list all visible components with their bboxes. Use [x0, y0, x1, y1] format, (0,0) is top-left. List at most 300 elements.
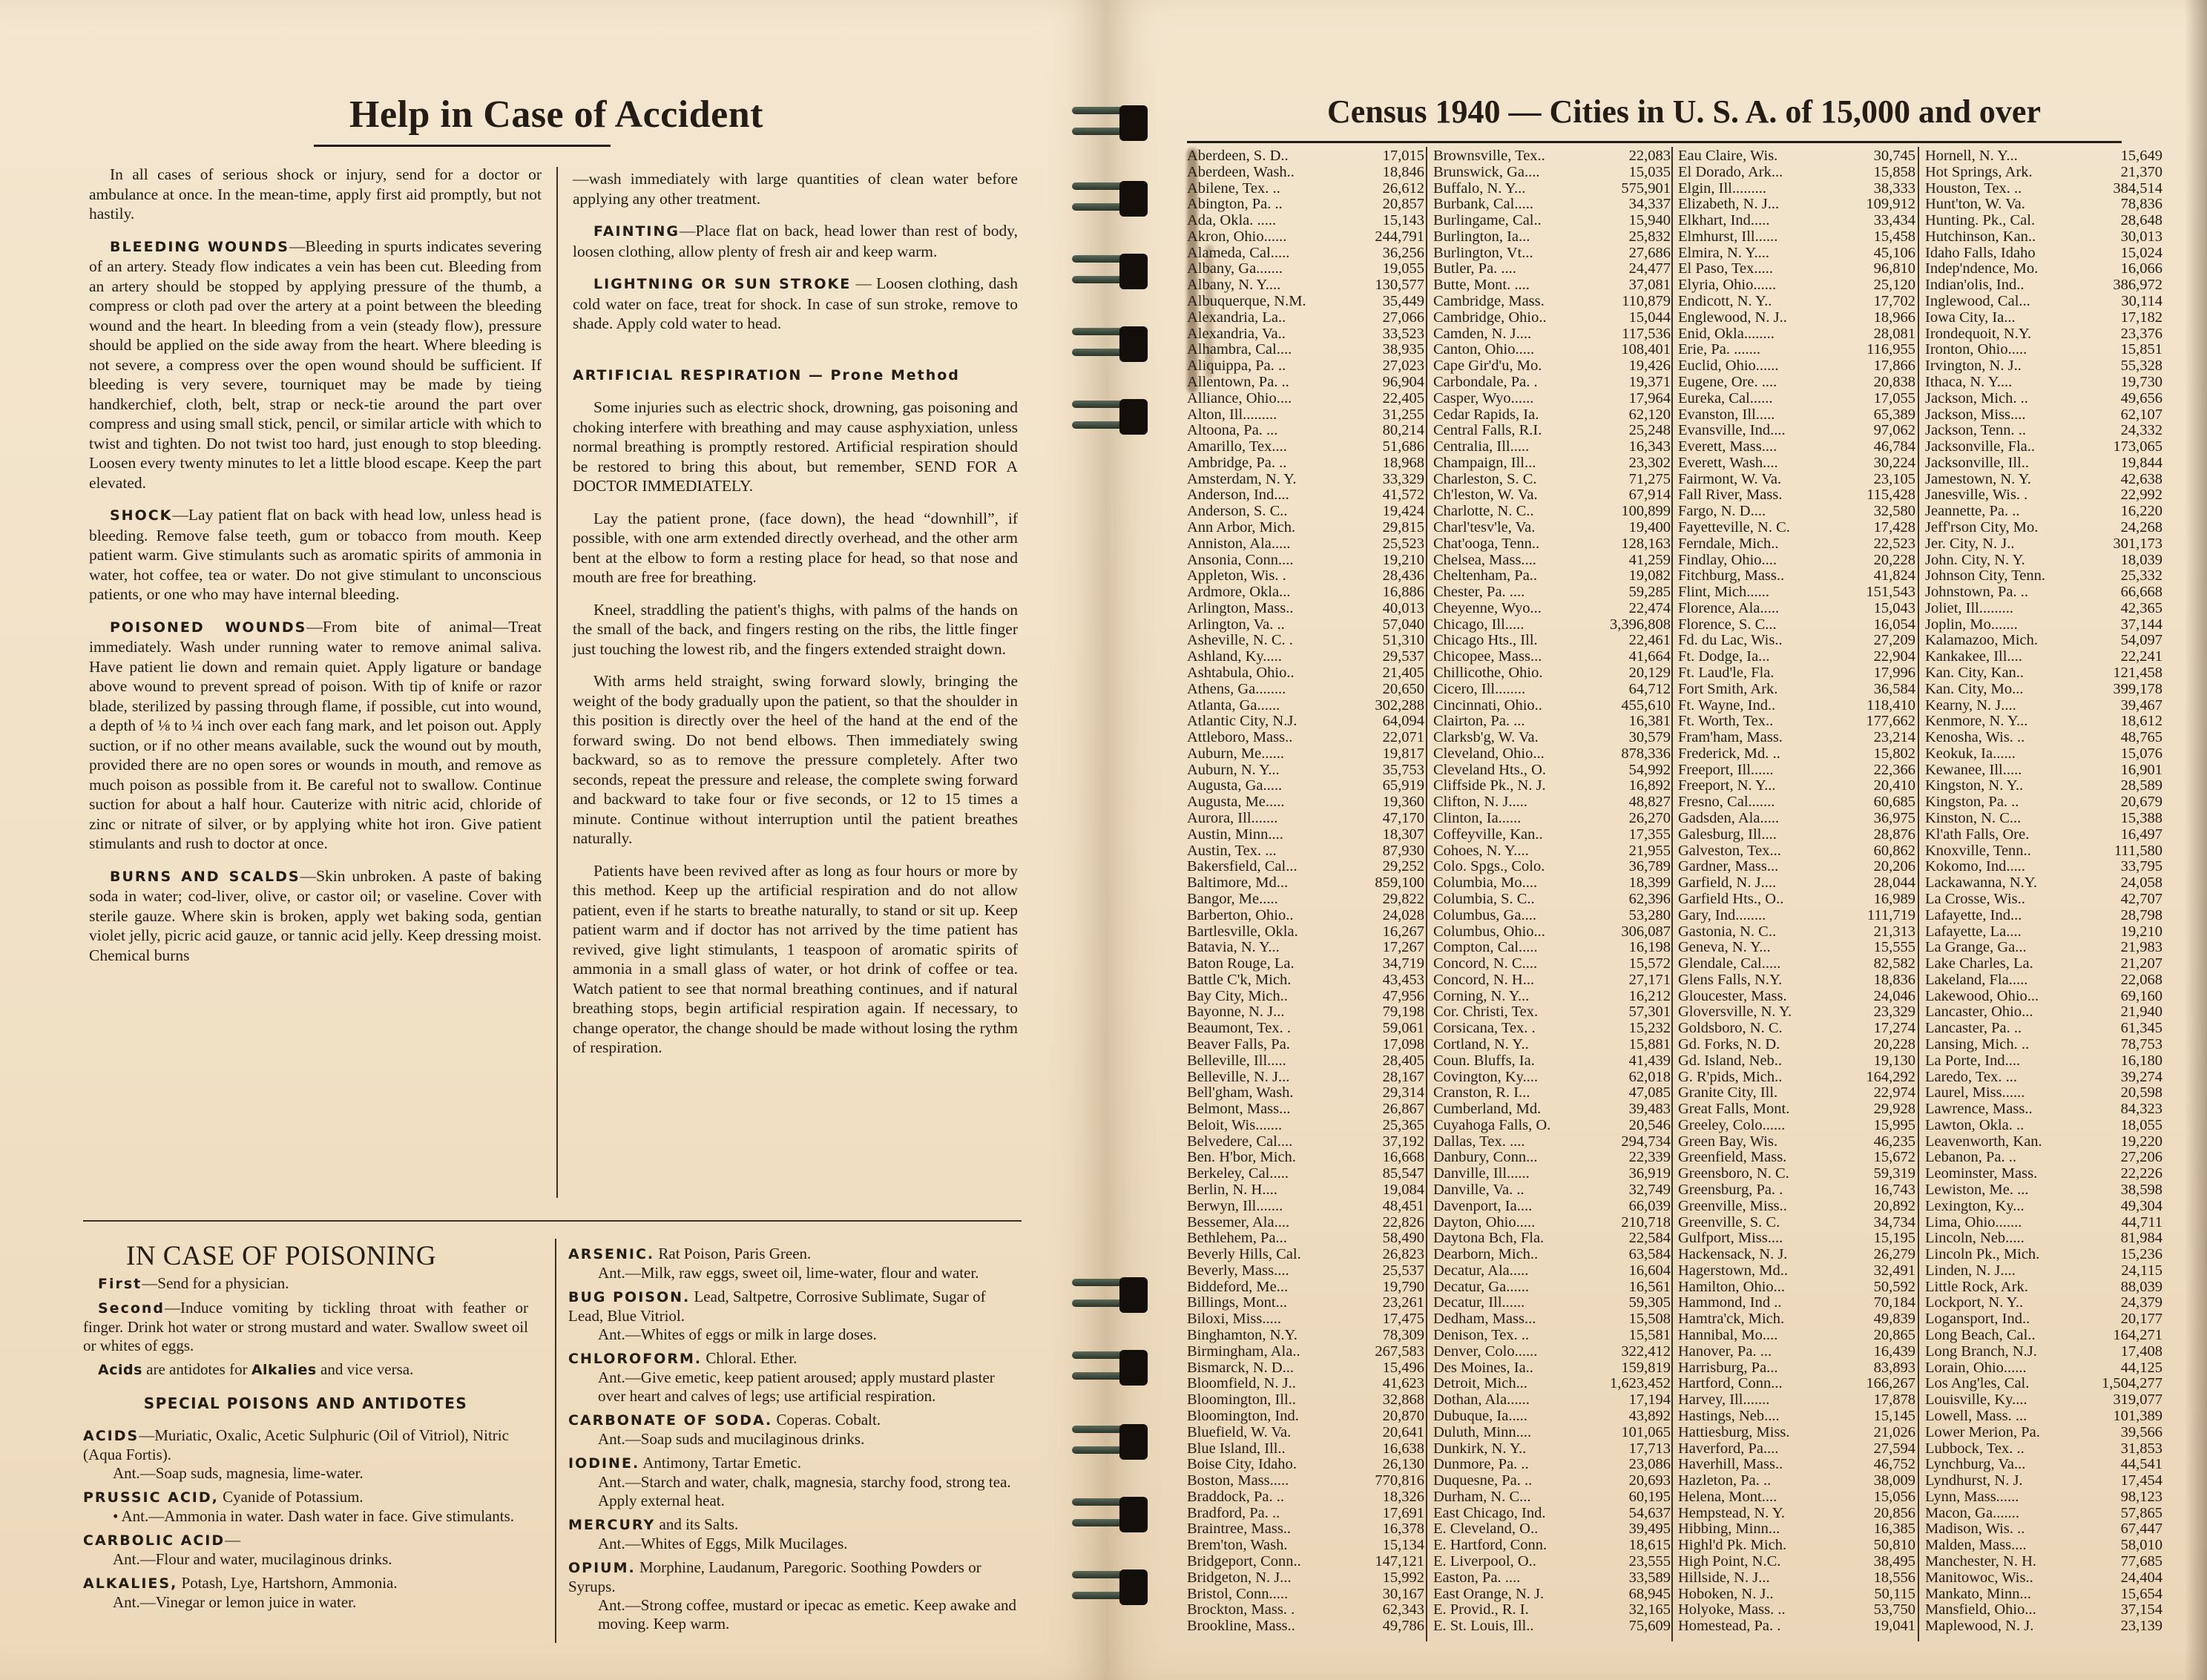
population-value: 44,711: [2121, 1213, 2162, 1231]
population-value: 20,228: [1873, 551, 1915, 568]
city-name: Belleville, Ill.....: [1187, 1053, 1286, 1069]
city-name: Evanston, Ill.....: [1678, 406, 1775, 423]
census-row: [1433, 1231, 1671, 1247]
census-row: [1925, 908, 2162, 924]
city-name: Burbank, Cal.....: [1433, 197, 1533, 213]
population-value: 37,192: [1382, 1133, 1424, 1150]
census-row: [1678, 665, 1915, 682]
city-name: Bloomington, Ind.: [1187, 1408, 1299, 1424]
population-value: 17,194: [1628, 1391, 1671, 1409]
city-name: Cheltenham, Pa..: [1433, 568, 1538, 584]
census-row: [1678, 1473, 1915, 1489]
census-row: [1678, 1376, 1915, 1392]
census-row: [1187, 1602, 1424, 1618]
population-value: 17,182: [2120, 309, 2162, 326]
city-name: Gary, Ind........: [1678, 907, 1766, 923]
population-value: 29,928: [1873, 1101, 1915, 1118]
city-name: Casper, Wyo......: [1433, 390, 1534, 406]
census-row: [1678, 1279, 1915, 1296]
census-row: [1187, 504, 1424, 520]
census-row: [1925, 1441, 2162, 1457]
city-name: Houston, Tex. ..: [1925, 180, 2022, 197]
census-row: [1187, 811, 1424, 827]
population-value: 28,876: [1873, 826, 1915, 843]
census-row: [1433, 1409, 1671, 1425]
population-value: 17,428: [1873, 518, 1915, 536]
population-value: 79,198: [1382, 1004, 1424, 1021]
census-row: [1678, 520, 1915, 536]
census-row: [1925, 1538, 2162, 1554]
city-name: Lincoln Pk., Mich.: [1925, 1247, 2040, 1263]
population-value: 15,458: [1873, 228, 1915, 245]
census-row: [1925, 553, 2162, 569]
population-value: 118,410: [1866, 696, 1915, 714]
spiral-ring-icon: [1072, 179, 1146, 218]
population-value: 15,076: [2120, 745, 2162, 762]
population-value: 36,789: [1628, 858, 1671, 875]
census-row: [1187, 246, 1424, 262]
city-name: Barberton, Ohio..: [1187, 907, 1294, 923]
census-row: [1187, 181, 1424, 197]
city-name: Manchester, N. H.: [1925, 1553, 2037, 1569]
population-value: 18,966: [1873, 309, 1915, 326]
population-value: 60,862: [1873, 842, 1915, 859]
census-row: [1925, 633, 2162, 649]
population-value: 21,405: [1382, 665, 1424, 681]
census-column-2: [1433, 148, 1671, 1635]
city-name: Davenport, Ia....: [1433, 1198, 1533, 1214]
population-value: 384,514: [2113, 179, 2162, 197]
city-name: Maplewood, N. J.: [1925, 1618, 2034, 1635]
city-name: Cranston, R. I...: [1433, 1085, 1530, 1101]
city-name: Hillside, N. J...: [1678, 1569, 1770, 1586]
city-name: Kingston, N. Y..: [1925, 778, 2024, 794]
census-row: [1187, 294, 1424, 310]
census-row: [1678, 1263, 1915, 1279]
census-row: [1433, 584, 1671, 601]
census-row: [1678, 940, 1915, 956]
population-value: 35,753: [1382, 761, 1424, 778]
population-value: 96,904: [1382, 373, 1424, 390]
city-name: Battle C'k, Mich.: [1187, 972, 1292, 988]
census-row: [1187, 1021, 1424, 1037]
population-value: 36,975: [1873, 810, 1915, 827]
city-name: Greeley, Colo......: [1678, 1117, 1786, 1133]
census-row: [1678, 391, 1915, 407]
city-name: Butler, Pa. ....: [1433, 261, 1516, 277]
population-value: 53,750: [1873, 1601, 1915, 1618]
city-name: Inglewood, Cal...: [1925, 294, 2030, 310]
population-value: 16,497: [2120, 826, 2162, 843]
population-value: 151,543: [1866, 584, 1915, 601]
city-name: Biloxi, Miss.....: [1187, 1311, 1282, 1328]
census-row: [1187, 1085, 1424, 1101]
census-row: [1925, 1295, 2162, 1311]
census-row: [1433, 472, 1671, 488]
census-title-underline: [1187, 141, 2122, 143]
population-value: 39,467: [2120, 696, 2162, 714]
population-value: 17,713: [1628, 1440, 1671, 1457]
census-row: [1678, 633, 1915, 649]
city-name: Kankakee, Ill....: [1925, 649, 2022, 665]
population-value: 29,537: [1382, 648, 1424, 665]
population-value: 38,009: [1873, 1472, 1915, 1489]
population-value: 18,556: [1873, 1569, 1915, 1586]
population-value: 28,589: [2120, 777, 2162, 794]
population-value: 42,638: [2120, 470, 2162, 487]
poisoning-title: IN CASE OF POISONING: [126, 1241, 437, 1271]
population-value: 19,220: [2120, 1133, 2162, 1150]
city-name: Cortland, N. Y..: [1433, 1036, 1529, 1053]
census-row: [1678, 875, 1915, 892]
census-row: [1925, 730, 2162, 746]
population-value: 16,668: [1382, 1149, 1424, 1166]
census-row: [1925, 1166, 2162, 1182]
title-underline: [314, 145, 611, 147]
poison-entry-prussic-acid: PRUSSIC ACID, Cyanide of Potassium. • Ant.—Ammonia in water. Dash water in face. Give stimulants.: [83, 1488, 514, 1525]
census-row: [1925, 310, 2162, 326]
population-value: 43,453: [1382, 971, 1424, 988]
city-name: Eugene, Ore. ....: [1678, 374, 1777, 390]
census-row: [1678, 714, 1915, 730]
poison-entry-bug-poison: BUG POISON. Lead, Saltpetre, Corrosive Sublimate, Sugar of Lead, Blue Vitriol. Ant.—Whites of eggs or milk in large doses.: [568, 1288, 986, 1343]
population-value: 20,546: [1628, 1116, 1671, 1133]
population-value: 121,458: [2113, 665, 2162, 681]
city-name: East Orange, N. J.: [1433, 1586, 1545, 1602]
census-row: [1433, 811, 1671, 827]
city-name: Haverhill, Mass..: [1678, 1457, 1783, 1473]
census-row: [1925, 859, 2162, 875]
population-value: 15,572: [1628, 955, 1671, 972]
census-row: [1678, 294, 1915, 310]
city-name: Gd. Forks, N. D.: [1678, 1036, 1780, 1053]
population-value: 16,892: [1628, 777, 1671, 794]
census-row: [1187, 908, 1424, 924]
city-name: Manitowoc, Wis..: [1925, 1569, 2033, 1586]
city-name: Asheville, N. C. .: [1187, 633, 1293, 649]
population-value: 57,865: [2120, 1504, 2162, 1521]
census-row: [1925, 1182, 2162, 1199]
population-value: 20,865: [1873, 1327, 1915, 1344]
city-name: Dunkirk, N. Y..: [1433, 1440, 1527, 1457]
city-name: Lansing, Mich. ..: [1925, 1036, 2030, 1053]
city-name: Harvey, Ill.......: [1678, 1392, 1770, 1409]
population-value: 15,035: [1628, 163, 1671, 180]
census-row: [1433, 1295, 1671, 1311]
census-row: [1433, 1618, 1671, 1635]
city-name: Attleboro, Mass..: [1187, 730, 1293, 746]
population-value: 40,013: [1382, 599, 1424, 616]
population-value: 62,018: [1628, 1068, 1671, 1085]
city-name: Boston, Mass.....: [1187, 1473, 1289, 1489]
city-name: Duluth, Minn....: [1433, 1424, 1532, 1440]
census-row: [1678, 536, 1915, 553]
city-name: Evansville, Ind....: [1678, 423, 1786, 439]
city-name: East Chicago, Ind.: [1433, 1505, 1546, 1521]
census-row: [1925, 1231, 2162, 1247]
city-name: Kl'ath Falls, Ore.: [1925, 826, 2030, 843]
population-value: 62,107: [2120, 406, 2162, 423]
population-value: 22,992: [2120, 487, 2162, 504]
census-row: [1433, 213, 1671, 229]
census-row: [1187, 1392, 1424, 1409]
population-value: 20,206: [1873, 858, 1915, 875]
city-name: Logansport, Ind..: [1925, 1311, 2030, 1328]
census-row: [1925, 342, 2162, 358]
census-row: [1433, 407, 1671, 424]
census-row: [1187, 649, 1424, 665]
population-value: 47,085: [1628, 1084, 1671, 1101]
census-row: [1433, 1489, 1671, 1506]
population-value: 22,523: [1873, 535, 1915, 552]
census-row: [1433, 1587, 1671, 1603]
city-name: Irvington, N. J..: [1925, 358, 2022, 375]
census-row: [1187, 1295, 1424, 1311]
census-row: [1678, 972, 1915, 989]
census-row: [1433, 261, 1671, 277]
census-row: [1187, 1409, 1424, 1425]
census-row: [1925, 391, 2162, 407]
city-name: Kan. City, Mo...: [1925, 681, 2024, 697]
census-row: [1433, 924, 1671, 941]
city-name: Columbus, Ga....: [1433, 907, 1536, 923]
city-name: Linden, N. J....: [1925, 1262, 2016, 1279]
city-name: Beverly Hills, Cal.: [1187, 1247, 1301, 1263]
census-row: [1433, 165, 1671, 181]
population-value: 147,121: [1375, 1552, 1424, 1569]
population-value: 18,615: [1628, 1537, 1671, 1554]
population-value: 42,365: [2120, 599, 2162, 616]
city-name: Danville, Ill......: [1433, 1166, 1530, 1182]
population-value: 33,329: [1382, 470, 1424, 487]
census-row: [1678, 1602, 1915, 1618]
city-name: Lancaster, Ohio...: [1925, 1004, 2033, 1021]
spiral-ring-icon: [1072, 104, 1146, 142]
population-value: 41,623: [1382, 1375, 1424, 1392]
city-name: Lake Charles, La.: [1925, 956, 2033, 972]
population-value: 59,061: [1382, 1020, 1424, 1037]
census-row: [1925, 1360, 2162, 1377]
population-value: 61,345: [2120, 1020, 2162, 1037]
population-value: 20,838: [1873, 373, 1915, 390]
population-value: 19,055: [1382, 260, 1424, 277]
population-value: 23,329: [1873, 1004, 1915, 1021]
census-row: [1187, 1360, 1424, 1377]
population-value: 23,214: [1873, 729, 1915, 746]
city-name: Bridgeport, Conn..: [1187, 1553, 1301, 1569]
census-row: [1433, 520, 1671, 536]
population-value: 17,055: [1873, 389, 1915, 406]
population-value: 48,827: [1628, 794, 1671, 811]
city-name: Lawrence, Mass..: [1925, 1101, 2033, 1118]
population-value: 16,378: [1382, 1521, 1424, 1538]
census-row: [1925, 1199, 2162, 1215]
city-name: Belvedere, Cal....: [1187, 1133, 1293, 1150]
population-value: 15,044: [1628, 309, 1671, 326]
city-name: Jacksonville, Fla..: [1925, 439, 2036, 455]
population-value: 18,399: [1628, 874, 1671, 892]
census-row: [1678, 908, 1915, 924]
population-value: 21,207: [2120, 955, 2162, 972]
city-name: Long Branch, N.J.: [1925, 1343, 2037, 1360]
chemical-burns-continuation: —wash immediately with large quantities of clean water before applying any other treatment.: [573, 170, 1018, 208]
city-name: Kewanee, Ill.....: [1925, 762, 2022, 778]
census-row: [1678, 1070, 1915, 1086]
population-value: 16,886: [1382, 584, 1424, 601]
census-row: [1678, 181, 1915, 197]
census-row: [1925, 827, 2162, 843]
census-row: [1187, 1263, 1424, 1279]
census-row: [1433, 277, 1671, 294]
city-name: Braintree, Mass..: [1187, 1521, 1292, 1538]
population-value: 117,536: [1622, 325, 1671, 342]
population-value: 20,228: [1873, 1035, 1915, 1053]
population-value: 19,371: [1628, 373, 1671, 390]
census-row: [1925, 924, 2162, 941]
population-value: 15,581: [1628, 1327, 1671, 1344]
population-value: 59,305: [1628, 1294, 1671, 1311]
population-value: 878,336: [1621, 745, 1671, 762]
city-name: Freeport, N. Y...: [1678, 778, 1776, 794]
census-row: [1433, 375, 1671, 391]
census-row: [1678, 229, 1915, 246]
city-name: Elizabeth, N. J...: [1678, 197, 1780, 213]
census-row: [1187, 536, 1424, 553]
population-value: 62,343: [1382, 1601, 1424, 1618]
census-row: [1433, 246, 1671, 262]
population-value: 46,784: [1873, 438, 1915, 455]
city-name: Amsterdam, N. Y.: [1187, 471, 1297, 487]
population-value: 18,326: [1382, 1488, 1424, 1505]
census-row: [1187, 1618, 1424, 1635]
population-value: 18,612: [2120, 713, 2162, 730]
city-name: Burlingame, Cal..: [1433, 213, 1542, 229]
city-name: Lincoln, Neb.....: [1925, 1231, 2025, 1247]
census-row: [1433, 762, 1671, 779]
population-value: 23,105: [1873, 470, 1915, 487]
census-row: [1925, 1344, 2162, 1360]
census-row: [1925, 1311, 2162, 1328]
city-name: Alton, Ill.........: [1187, 406, 1277, 423]
population-value: 24,115: [2121, 1262, 2162, 1279]
city-name: Galesburg, Ill....: [1678, 826, 1777, 843]
population-value: 26,867: [1382, 1101, 1424, 1118]
population-value: 16,743: [1873, 1182, 1915, 1198]
census-row: [1925, 1570, 2162, 1587]
population-value: 16,638: [1382, 1440, 1424, 1457]
population-value: 34,734: [1873, 1213, 1915, 1231]
census-row: [1187, 455, 1424, 472]
population-value: 128,163: [1621, 535, 1671, 552]
census-row: [1187, 1554, 1424, 1570]
population-value: 319,077: [2113, 1391, 2162, 1409]
city-name: Cambridge, Mass.: [1433, 294, 1545, 310]
census-row: [1187, 1070, 1424, 1086]
census-row: [1925, 246, 2162, 262]
city-name: Kinston, N. C...: [1925, 811, 2022, 827]
city-name: Duquesne, Pa. ..: [1433, 1473, 1533, 1489]
city-name: Austin, Minn....: [1187, 826, 1283, 843]
city-name: Binghamton, N.Y.: [1187, 1328, 1297, 1344]
population-value: 16,220: [2120, 503, 2162, 520]
population-value: 19,730: [2120, 373, 2162, 390]
city-name: Los Ang'les, Cal.: [1925, 1376, 2030, 1392]
population-value: 16,385: [1873, 1521, 1915, 1538]
city-name: Lancaster, Pa. ..: [1925, 1021, 2022, 1037]
population-value: 15,236: [2120, 1246, 2162, 1263]
city-name: Dedham, Mass...: [1433, 1311, 1536, 1328]
population-value: 115,428: [1866, 487, 1915, 504]
population-value: 51,310: [1382, 632, 1424, 649]
city-name: Bloomfield, N. J..: [1187, 1376, 1296, 1392]
census-row: [1925, 682, 2162, 698]
population-value: 16,381: [1628, 713, 1671, 730]
poison-entry-carbonate-of-soda: CARBONATE OF SODA. Coperas. Cobalt. Ant.—Soap suds and mucilaginous drinks.: [568, 1411, 881, 1448]
city-name: Belmont, Mass...: [1187, 1101, 1291, 1118]
city-name: Clarksb'g, W. Va.: [1433, 730, 1539, 746]
city-name: Chester, Pa. ....: [1433, 584, 1525, 601]
population-value: 44,541: [2120, 1456, 2162, 1473]
city-name: Iowa City, Ia...: [1925, 309, 2016, 326]
population-value: 23,261: [1382, 1294, 1424, 1311]
city-name: El Dorado, Ark...: [1678, 164, 1783, 180]
intro-paragraph: In all cases of serious shock or injury, send for a doctor or ambulance at once. In the mean-time, apply first aid promptly, but not hastily.: [89, 165, 542, 223]
population-value: 39,274: [2120, 1068, 2162, 1085]
census-row: [1187, 1150, 1424, 1166]
population-value: 17,274: [1873, 1020, 1915, 1037]
city-name: Hibbing, Minn...: [1678, 1521, 1780, 1538]
census-row: [1925, 1263, 2162, 1279]
population-value: 21,026: [1873, 1423, 1915, 1440]
section-lightning-sun-stroke: LIGHTNING OR SUN STROKE — Loosen clothing, dash cold water on face, treat for shock. In case of sun stroke, remove to shade. Apply cold water to head.: [573, 274, 1018, 332]
city-name: Bangor, Me.....: [1187, 891, 1278, 907]
population-value: 83,893: [1873, 1359, 1915, 1376]
city-name: Homestead, Pa. .: [1678, 1618, 1781, 1635]
population-value: 50,115: [1874, 1585, 1915, 1602]
city-name: Fram'ham, Mass.: [1678, 730, 1783, 746]
section-fainting: FAINTING—Place flat on back, head lower than rest of body, loosen clothing, allow plenty of fresh air and keep warm.: [573, 222, 1018, 260]
city-name: John. City, N. Y.: [1925, 552, 2025, 568]
city-name: Ft. Worth, Tex..: [1678, 714, 1774, 730]
census-row: [1925, 568, 2162, 584]
census-row: [1678, 682, 1915, 698]
census-row: [1678, 1441, 1915, 1457]
census-row: [1433, 1376, 1671, 1392]
population-value: 88,039: [2120, 1278, 2162, 1295]
population-value: 41,572: [1382, 487, 1424, 504]
city-name: Lyndhurst, N. J.: [1925, 1473, 2023, 1489]
population-value: 29,314: [1382, 1084, 1424, 1101]
population-value: 27,594: [1873, 1440, 1915, 1457]
population-value: 47,956: [1382, 987, 1424, 1004]
population-value: 78,309: [1382, 1327, 1424, 1344]
population-value: 16,439: [1873, 1343, 1915, 1360]
population-value: 386,972: [2113, 277, 2162, 294]
census-row: [1187, 1231, 1424, 1247]
population-value: 19,790: [1382, 1278, 1424, 1295]
city-name: Durham, N. C...: [1433, 1489, 1531, 1505]
census-row: [1925, 520, 2162, 536]
population-value: 38,598: [2120, 1182, 2162, 1198]
city-name: Covington, Ky....: [1433, 1069, 1539, 1085]
artificial-respiration-paragraph: With arms held straight, swing forward slowly, bringing the weight of the body gradually upon the patient, so that the shoulder in this position is directly over the heel of the hand at the end of the forward swing. Do not bend elbows. Then immediately swing backward, so as to remove the pressure completely. After two seconds, repeat the pressure and release, the complete swing forward and backward to take four or five seconds, or 12 to 15 times a minute. Continue without interruption until the patient breathes naturally.: [573, 672, 1018, 847]
population-value: 48,451: [1382, 1197, 1424, 1214]
population-value: 85,547: [1382, 1165, 1424, 1182]
city-name: Cleveland, Ohio...: [1433, 745, 1545, 762]
population-value: 17,454: [2120, 1472, 2162, 1489]
census-row: [1925, 1554, 2162, 1570]
census-row: [1925, 746, 2162, 762]
